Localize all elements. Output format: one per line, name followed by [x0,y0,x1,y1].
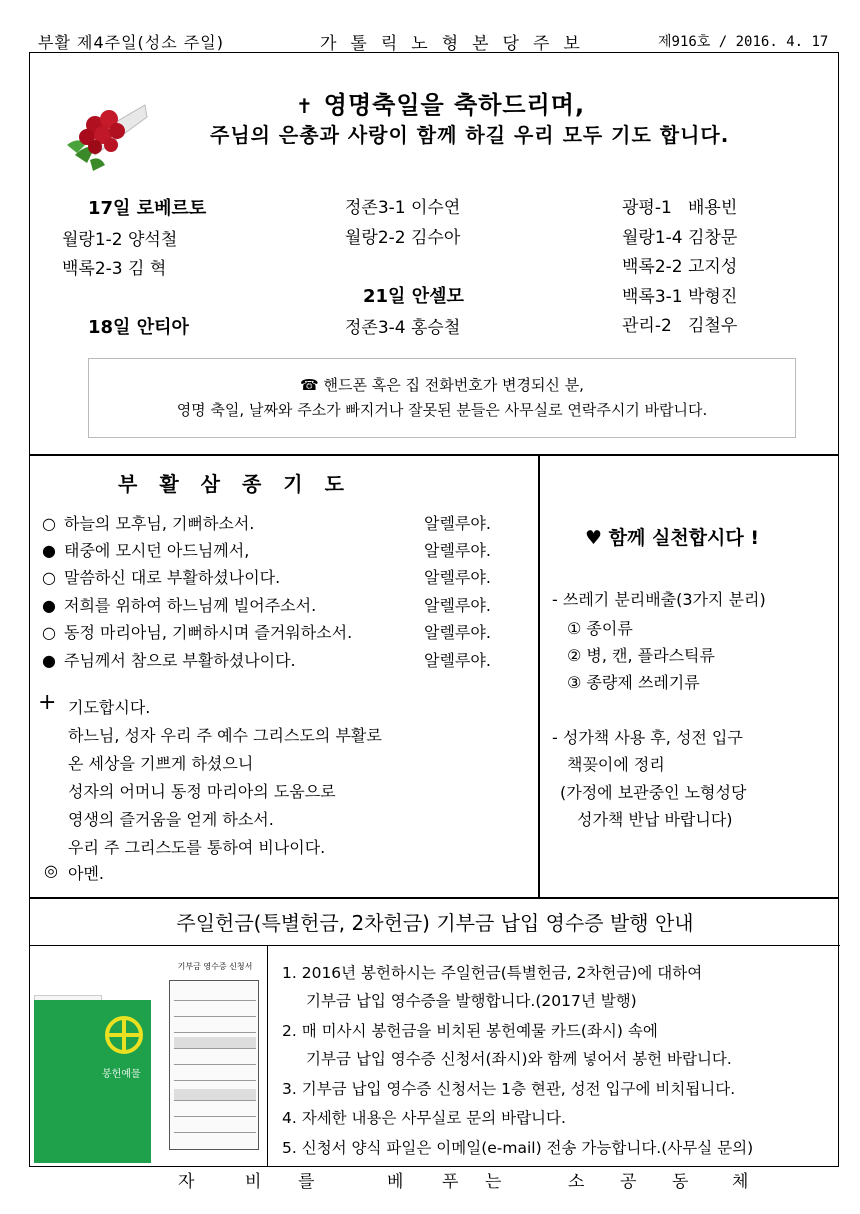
practice-section [539,455,839,898]
footer-char: 푸 [442,1172,459,1192]
notice-line: ☎ 핸드폰 혹은 집 전화번호가 변경되신 분, [300,376,584,394]
notice-line: 영명 축일, 날짜와 주소가 빠지거나 잘못된 분들은 사무실로 연락주시기 바랍니다. [176,401,708,419]
donation-item: 기부금 납입 영수증 신청서(좌시)와 함께 넣어서 봉헌 바랍니다. [306,1050,732,1068]
prayer-verse: 말씀하신 대로 부활하셨나이다. [64,568,281,587]
prayer-verse: 태중에 모시던 아드님께서, [64,541,250,560]
offering-card [34,1000,151,1163]
donation-item: 3. 기부금 납입 영수증 신청서는 1층 현관, 성전 입구에 비치됩니다. [282,1080,736,1098]
prayer-bullet: ○ [42,568,56,587]
offering-card-illustration [30,945,268,1167]
feast-day-17: 17일 로베르토 [88,198,207,219]
receipt-form [169,962,259,1150]
list-item: - 쓰레기 분리배출(3가지 분리) [552,590,766,609]
list-item: 광평-1 배용빈 [622,198,738,218]
prayer-line [42,538,522,561]
bulletin-footer [30,1167,840,1193]
donation-item: 1. 2016년 봉헌하시는 주일헌금(특별헌금, 2차헌금)에 대하여 [282,964,703,982]
donation-receipt-section [29,898,839,1167]
footer-char: 를 [298,1172,315,1192]
alleluia: 알렐루야. [424,623,491,642]
list-item: 백록3-1 박형진 [622,287,738,307]
amen: 아멘. [68,864,104,883]
donation-title: 주일헌금(특별헌금, 2차헌금) 기부금 납입 영수증 발행 안내 [176,911,694,935]
prayer-line [42,648,522,671]
list-item: 백록2-2 고지성 [622,257,738,277]
form-title: 기부금 영수증 신청서 [177,962,253,971]
donation-item: 2. 매 미사시 봉헌금을 비치된 봉헌예물 카드(좌시) 속에 [282,1022,658,1040]
prayer-verse: 하늘의 모후님, 기뻐하소서. [64,514,255,533]
cross-icon: ✝ [296,94,314,118]
feast-headline: ✝ 영명축일을 축하드리며, [296,91,586,119]
amen-mark: ◎ [44,861,58,880]
list-item: ② 병, 캔, 플라스틱류 [567,646,715,665]
alleluia: 알렐루야. [424,651,491,670]
prayer-line [42,620,522,643]
footer-char: 공 [620,1172,637,1192]
prayer-verse: 저희를 위하여 하느님께 빌어주소서. [64,596,317,615]
list-item: ③ 종량제 쓰레기류 [567,673,700,692]
feast-subline: 주님의 은총과 사랑이 함께 하길 우리 모두 기도 합니다. [210,123,730,147]
prayer-body-line: 하느님, 성자 우리 주 예수 그리스도의 부활로 [68,726,382,745]
prayer-line [42,593,522,616]
prayer-bullet: ● [42,596,56,615]
donation-item: 4. 자세한 내용은 사무실로 문의 바랍니다. [282,1109,566,1127]
prayer-title: 부활삼종기도 [118,472,366,496]
prayer-verse: 동정 마리아님, 기뻐하시며 즐거워하소서. [64,623,353,642]
footer-char: 소 [568,1172,585,1192]
list-item: 성가책 반납 바랍니다) [577,810,733,829]
footer-char: 베 [387,1172,404,1192]
practice-title: ♥ 함께 실천합시다 ! [585,527,760,549]
prayer-body-line: 영생의 즐거움을 얻게 하소서. [68,810,274,829]
list-item: 백록2-3 김 혁 [62,259,167,279]
prayer-bullet: ● [42,541,56,560]
footer-char: 자 [178,1172,195,1192]
feast-day-21: 21일 안셀모 [363,286,464,307]
list-item: 월랑1-2 양석철 [62,230,178,250]
prayer-bullet: ● [42,651,56,670]
let-us-pray: 기도합시다. [68,698,151,717]
rose-bouquet-icon [65,85,150,175]
feast-day-18: 18일 안티아 [88,317,189,338]
feast-day-section [29,52,839,455]
list-item: 관리-2 김철우 [622,316,738,336]
prayer-body-line: 우리 주 그리스도를 통하여 비나이다. [68,838,326,857]
issue-number: 제916호 / 2016. 4. 17 [658,34,829,50]
prayer-verse: 주님께서 참으로 부활하셨나이다. [64,651,296,670]
donation-item: 5. 신청서 양식 파일은 이메일(e-mail) 전송 가능합니다.(사무실 문의) [282,1139,754,1157]
prayer-body-line: 성자의 어머니 동정 마리아의 도움으로 [68,782,336,801]
alleluia: 알렐루야. [424,568,491,587]
regina-caeli-section [29,455,539,898]
list-item: 정존3-1 이수연 [345,198,461,218]
list-item: (가정에 보관중인 노형성당 [560,783,747,802]
donation-item: 기부금 납입 영수증을 발행합니다.(2017년 발행) [306,992,637,1010]
bulletin-title: 가톨릭노형본당주보 [320,34,594,54]
prayer-bullet: ○ [42,623,56,642]
prayer-line [42,511,522,534]
footer-char: 는 [485,1172,502,1192]
footer-char: 비 [245,1172,262,1192]
footer-char: 동 [672,1172,689,1192]
list-item: 정존3-4 홍승철 [345,318,461,338]
liturgical-day: 부활 제4주일(성소 주일) [38,33,224,52]
prayer-body-line: 온 세상을 기쁘게 하셨으니 [68,754,254,773]
alleluia: 알렐루야. [424,514,491,533]
list-item: - 성가책 사용 후, 성전 입구 [552,728,743,747]
prayer-line [42,565,522,588]
list-item: 월랑1-4 김창문 [622,228,738,248]
cross-icon: + [38,690,57,715]
alleluia: 알렐루야. [424,596,491,615]
contact-notice [88,358,796,438]
footer-char: 체 [732,1172,749,1192]
list-item: 책꽂이에 정리 [567,755,665,774]
list-item: 월랑2-2 김수아 [345,228,461,248]
alleluia: 알렐루야. [424,541,491,560]
card-label: 봉헌예물 [102,1069,141,1080]
cross-circle-icon [104,1015,144,1055]
prayer-bullet: ○ [42,514,56,533]
list-item: ① 종이류 [567,619,633,638]
bulletin-header [30,28,830,52]
